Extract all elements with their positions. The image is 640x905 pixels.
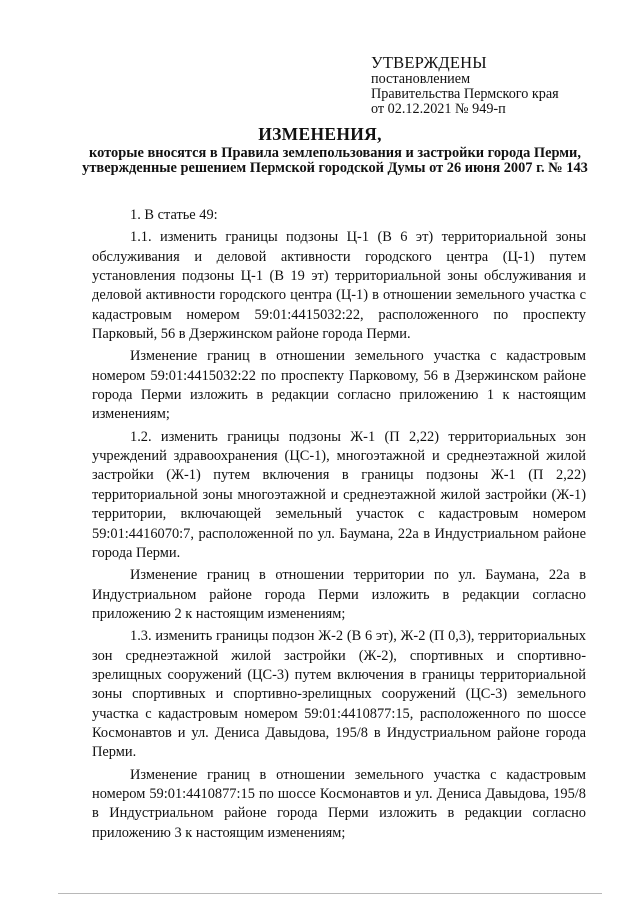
approval-title: УТВЕРЖДЕНЫ [371,53,487,72]
paragraph-article-49: 1. В статье 49: [130,207,218,223]
paragraph-1-3-boundary-change: Изменение границ в отношении земельного участка с кадастровым номером 59:01:4410877:15 по шоссе Космонавтов и ул. Дениса Давыдова, 195/8 в Индустриальном районе города Перми изложить в редакции согласно приложению 3 к настоящим изменениям; [92,766,586,841]
paragraph-1-1: 1.1. изменить границы подзоны Ц-1 (В 6 эт) территориальной зоны обслуживания и деловой активности городского центра (Ц-1) путем установления подзоны Ц-1 (В 19 эт) территориальной зоны обслуживания и деловой активности городского центра (Ц-1) в отношении земельного участка с кадастровым номером 59:01:4415032:22, расположенного по проспекту Парковый, 56 в Дзержинском районе города Перми. [92,229,586,343]
page-bottom-edge [58,893,602,894]
approval-line-government: Правительства Пермского края [371,86,559,102]
approval-line-decree: постановлением [371,71,471,87]
paragraph-1-2: 1.2. изменить границы подзоны Ж-1 (П 2,22) территориальных зон учреждений здравоохранения (ЦС-1), многоэтажной и среднеэтажной жилой застройки (Ж-1) путем включения в границы подзоны Ж-1 (П 2,22) территориальной зоны многоэтажной и среднеэтажной жилой застройки (Ж-1) территории, включающей земельный участок с кадастровым номером 59:01:4416070:7, расположенной по ул. Баумана, 22а в Индустриальном районе города Перми. [92,428,586,561]
document-subtitle: которые вносятся в Правила землепользования и застройки города Перми, утвержденные решением Пермской городской Думы от 26 июня 2007 г. № 143 [82,145,588,177]
document-title: ИЗМЕНЕНИЯ, [258,124,382,144]
document-body [92,206,586,846]
paragraph-1-2-boundary-change: Изменение границ в отношении территории по ул. Баумана, 22а в Индустриальном районе города Перми изложить в редакции согласно приложению 2 к настоящим изменениям; [92,567,586,622]
paragraph-1-1-boundary-change: Изменение границ в отношении земельного участка с кадастровым номером 59:01:4415032:22 по проспекту Парковому, 56 в Дзержинском районе города Перми изложить в редакции согласно приложению 1 к настоящим изменениям; [92,348,586,423]
approval-block [371,54,621,117]
paragraph-1-3: 1.3. изменить границы подзон Ж-2 (В 6 эт), Ж-2 (П 0,3), территориальных зон среднеэтажной жилой застройки (Ж-2), спортивных и спортивно-зрелищных сооружений (ЦС-3) путем включения в границы территориальной зоны спортивных и спортивно-зрелищных сооружений (ЦС-3) земельного участка с кадастровым номером 59:01:4410877:15, расположенного по шоссе Космонавтов и ул. Дениса Давыдова, 195/8 в Индустриальном районе города Перми. [92,628,586,761]
approval-line-date: от 02.12.2021 № 949-п [371,101,506,117]
